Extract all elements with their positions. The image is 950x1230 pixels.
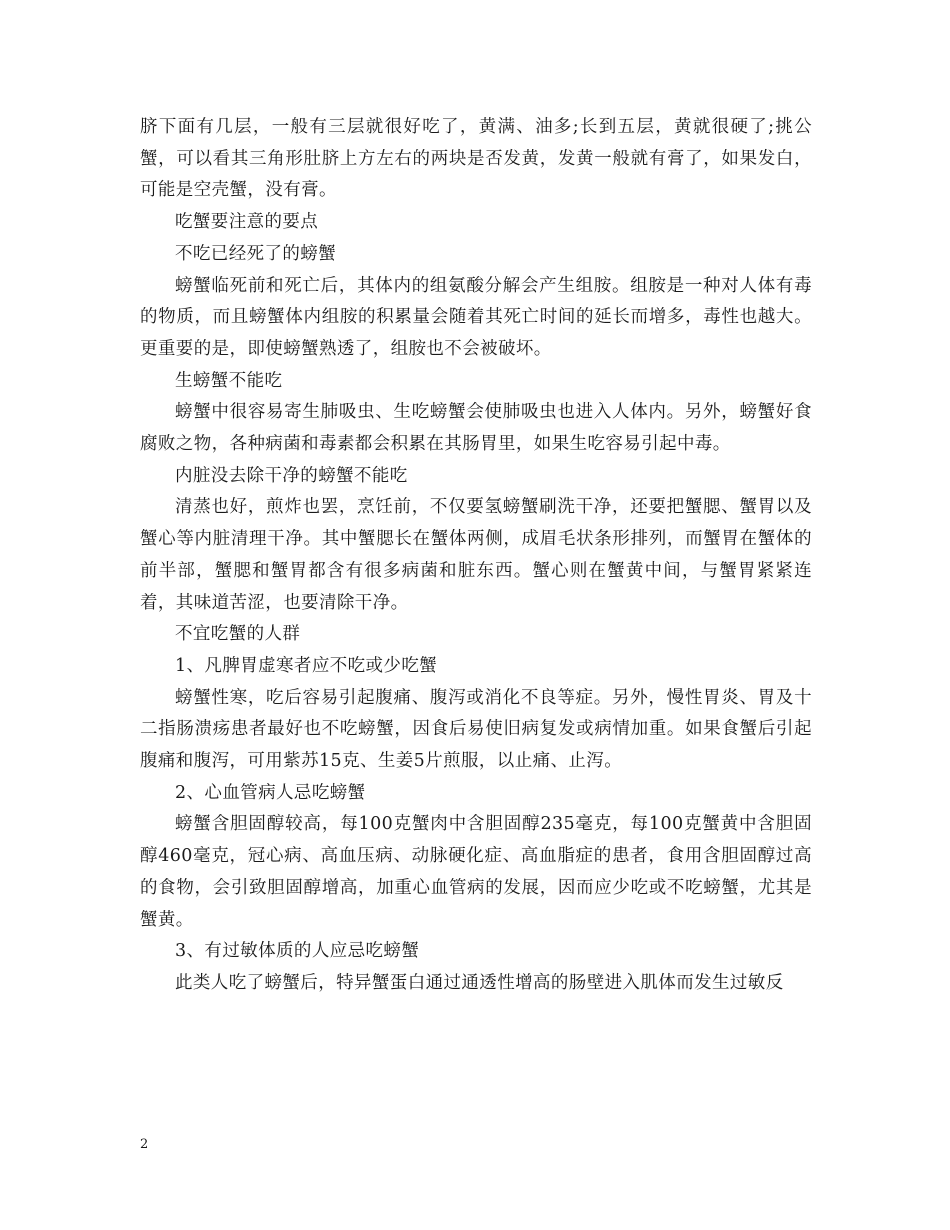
paragraph: 2、心血管病人忌吃螃蟹 xyxy=(175,782,366,803)
page-number: 2 xyxy=(140,1137,149,1152)
paragraph: 清蒸也好，煎炸也罢，烹饪前，不仅要氢螃蟹刷洗干净，还要把蟹腮、蟹胃以及蟹心等内脏清理干净。其中蟹腮长在蟹体两侧，成眉毛状条形排列，而蟹胃在蟹体的前半部，蟹腮和蟹胃都含有很多病菌和脏东西。蟹心则在蟹黄中间，与蟹胃紧紧连着，其味道苦涩，也要清除干净。 xyxy=(140,497,812,613)
paragraph: 螃蟹临死前和死亡后，其体内的组氨酸分解会产生组胺。组胺是一种对人体有毒的物质，而且螃蟹体内组胺的积累量会随着其死亡时间的延长而增多，毒性也越大。更重要的是，即使螃蟹熟透了，组胺也不会被破坏。 xyxy=(140,275,812,359)
paragraph: 螃蟹含胆固醇较高，每100克蟹肉中含胆固醇235毫克，每100克蟹黄中含胆固醇460毫克，冠心病、高血压病、动脉硬化症、高血脂症的患者，食用含胆固醇过高的食物，会引致胆固醇增高，加重心血管病的发展，因而应少吃或不吃螃蟹，尤其是蟹黄。 xyxy=(140,814,812,930)
page-body xyxy=(140,112,812,1000)
paragraph: 吃蟹要注意的要点 xyxy=(175,212,319,233)
paragraph: 此类人吃了螃蟹后，特异蟹蛋白通过通透性增高的肠壁进入肌体而发生过敏反 xyxy=(175,972,784,993)
paragraph: 不宜吃蟹的人群 xyxy=(175,624,301,645)
paragraph: 3、有过敏体质的人应忌吃螃蟹 xyxy=(175,941,420,962)
paragraph: 生螃蟹不能吃 xyxy=(175,370,283,391)
paragraph: 1、凡脾胃虚寒者应不吃或少吃蟹 xyxy=(175,655,438,676)
paragraph: 内脏没去除干净的螃蟹不能吃 xyxy=(175,465,408,486)
paragraph: 螃蟹中很容易寄生肺吸虫、生吃螃蟹会使肺吸虫也进入人体内。另外，螃蟹好食腐败之物，各种病菌和毒素都会积累在其肠胃里，如果生吃容易引起中毒。 xyxy=(140,402,812,455)
paragraph: 不吃已经死了的螃蟹 xyxy=(175,243,337,264)
paragraph: 脐下面有几层，一般有三层就很好吃了，黄满、油多;长到五层，黄就很硬了;挑公蟹，可以看其三角形肚脐上方左右的两块是否发黄，发黄一般就有膏了，如果发白，可能是空壳蟹，没有膏。 xyxy=(140,117,812,201)
paragraph: 螃蟹性寒，吃后容易引起腹痛、腹泻或消化不良等症。另外，慢性胃炎、胃及十二指肠溃疡患者最好也不吃螃蟹，因食后易使旧病复发或病情加重。如果食蟹后引起腹痛和腹泻，可用紫苏15克、生姜5片煎服，以止痛、止泻。 xyxy=(140,687,812,772)
